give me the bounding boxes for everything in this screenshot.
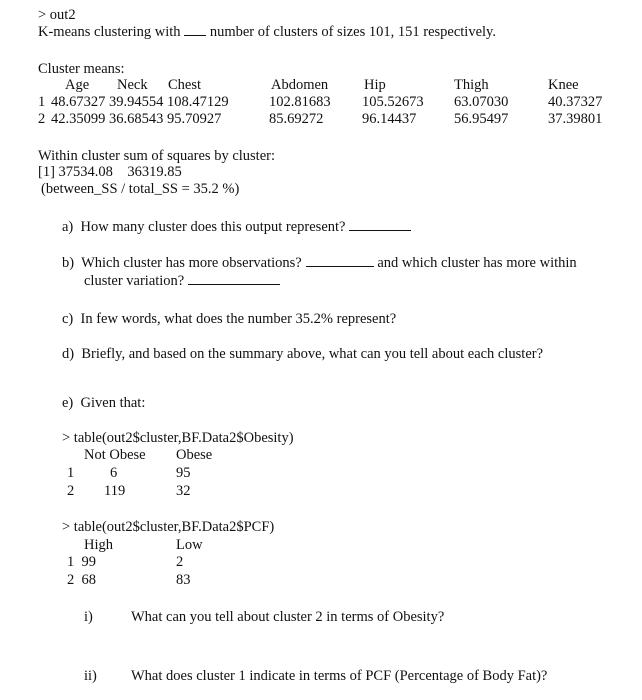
table2-row-2-low: 83 (176, 572, 191, 588)
table1-row-1-id: 1 (67, 465, 75, 481)
question-c: c) In few words, what does the number 35.2% represent? (62, 311, 397, 327)
col-chest: Chest (168, 77, 202, 93)
answer-blank-a[interactable] (349, 218, 411, 231)
means-row-1-knee: 40.37327 (548, 94, 603, 110)
table1-row-1-not-obese: 6 (110, 465, 118, 481)
means-row-2-abdomen: 85.69272 (269, 111, 324, 127)
col-abdomen: Abdomen (271, 77, 329, 93)
col-thigh: Thigh (454, 77, 489, 93)
col-hip: Hip (364, 77, 386, 93)
table1-row-1-obese: 95 (176, 465, 191, 481)
table2-command: > table(out2$cluster,BF.Data2$PCF) (62, 519, 275, 535)
means-row-1-thigh: 63.07030 (454, 94, 509, 110)
means-row-1-values: 48.67327 39.94554 108.47129 (51, 94, 229, 110)
table2-col-low: Low (176, 537, 203, 553)
means-row-2-values: 42.35099 36.68543 95.70927 (51, 111, 222, 127)
table1-row-2-obese: 32 (176, 483, 191, 499)
subquestion-i-number: i) (84, 609, 93, 625)
question-e: e) Given that: (62, 395, 146, 411)
table1-col-obese: Obese (176, 447, 213, 463)
question-b-text-2: and which cluster has more within (377, 255, 577, 271)
intro-line (38, 23, 496, 40)
within-ss-values: [1] 37534.08 36319.85 (38, 164, 182, 180)
table1-row-2-id: 2 (67, 483, 75, 499)
within-ss-title: Within cluster sum of squares by cluster: (38, 148, 276, 164)
answer-blank-b1[interactable] (306, 254, 374, 267)
table2-row-1-low: 2 (176, 554, 184, 570)
question-b-text: b) Which cluster has more observations? (62, 255, 302, 271)
means-row-1-abdomen: 102.81683 (269, 94, 331, 110)
question-a-text: a) How many cluster does this output represent? (62, 219, 346, 235)
subquestion-ii-text: What does cluster 1 indicate in terms of PCF (Percentage of Body Fat)? (131, 668, 548, 684)
table2-col-high: High (84, 537, 113, 553)
answer-blank-b2[interactable] (188, 272, 280, 285)
subquestion-i-text: What can you tell about cluster 2 in terms of Obesity? (131, 609, 445, 625)
intro-before: K-means clustering with (38, 24, 181, 40)
table1-col-not-obese: Not Obese (84, 447, 146, 463)
question-b-cont (84, 272, 280, 289)
col-age: Age (65, 77, 90, 93)
means-row-2-thigh: 56.95497 (454, 111, 509, 127)
console-prompt: > out2 (38, 7, 76, 23)
cluster-means-title: Cluster means: (38, 61, 125, 77)
means-row-2-id: 2 (38, 111, 46, 127)
subquestion-ii-number: ii) (84, 668, 97, 684)
means-row-1-id: 1 (38, 94, 46, 110)
col-neck: Neck (117, 77, 148, 93)
col-knee: Knee (548, 77, 579, 93)
means-row-2-knee: 37.39801 (548, 111, 603, 127)
question-d: d) Briefly, and based on the summary above, what can you tell about each cluster? (62, 346, 544, 362)
question-b-text-3: cluster variation? (84, 273, 185, 289)
question-a (62, 218, 411, 235)
table2-row-2-label: 2 68 (67, 572, 96, 588)
means-row-2-hip: 96.14437 (362, 111, 417, 127)
table1-command: > table(out2$cluster,BF.Data2$Obesity) (62, 430, 294, 446)
within-ss-ratio: (between_SS / total_SS = 35.2 %) (41, 181, 240, 197)
means-row-1-hip: 105.52673 (362, 94, 424, 110)
intro-blank (184, 23, 206, 36)
intro-after: number of clusters of sizes 101, 151 respectively. (209, 24, 496, 40)
table1-row-2-not-obese: 119 (104, 483, 126, 499)
question-b (62, 254, 577, 271)
table2-row-1-label: 1 99 (67, 554, 96, 570)
